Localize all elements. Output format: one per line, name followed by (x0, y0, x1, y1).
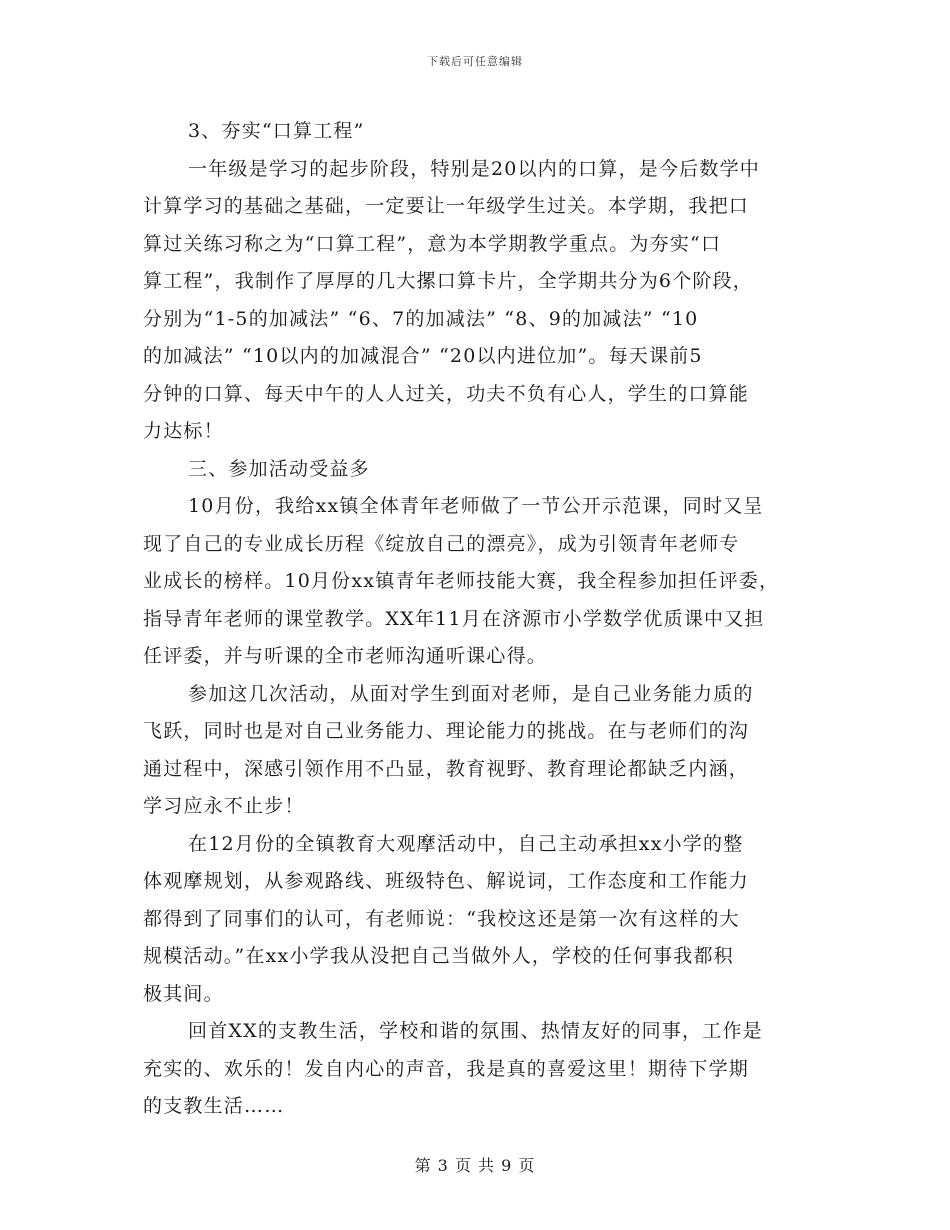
text-line: 现了自己的专业成长历程《绽放自己的漂亮》，成为引领青年老师专 (143, 532, 740, 555)
document-body (143, 113, 823, 1126)
text-line: 通过程中，深感引领作用不凸显，教育视野、教育理论都缺乏内涵， (143, 757, 750, 780)
text-line: 力达标！ (143, 420, 224, 442)
text-line: 分别为“1-5的加减法” “6、7的加减法” “8、9的加减法” “10 (143, 307, 699, 330)
text-line: 规模活动。”在xx小学我从没把自己当做外人，学校的任何事我都积 (143, 945, 734, 967)
text-line: 算工程”，我制作了厚厚的几大摞口算卡片，全学期共分为6个阶段， (143, 270, 754, 292)
page-number: 第 3 页 共 9 页 (414, 1156, 536, 1175)
text-line: 指导青年老师的课堂教学。XX年11月在济源市小学数学优质课中又担 (143, 607, 765, 630)
text-line: 的加减法” “10以内的加减混合” “20以内进位加”。每天课前5 (143, 345, 703, 367)
text-line: 回首XX的支教生活，学校和谐的氛围、热情友好的同事，工作是 (188, 1020, 763, 1042)
text-line: 10月份，我给xx镇全体青年老师做了一节公开示范课，同时又呈 (188, 495, 764, 517)
text-line: 业成长的榜样。10月份xx镇青年老师技能大赛，我全程参加担任评委， (143, 570, 780, 592)
text-line: 任评委，并与听课的全市老师沟通听课心得。 (143, 645, 548, 667)
text-line: 极其间。 (143, 982, 224, 1005)
text-line: 充实的、欢乐的！发自内心的声音，我是真的喜爱这里！期待下学期 (143, 1057, 750, 1080)
header-note: 下载后可任意编辑 (427, 55, 523, 68)
text-line: 体观摩规划，从参观路线、班级特色、解说词，工作态度和工作能力 (143, 870, 750, 892)
text-line: 飞跃，同时也是对自己业务能力、理论能力的挑战。在与老师们的沟 (143, 720, 750, 742)
text-line: 计算学习的基础之基础，一定要让一年级学生过关。本学期，我把口 (143, 195, 750, 217)
text-line: 都得到了同事们的认可，有老师说：“我校这还是第一次有这样的大 (143, 907, 740, 930)
text-line: 三、参加活动受益多 (188, 457, 370, 480)
text-line: 在12月份的全镇教育大观摩活动中，自己主动承担xx小学的整 (188, 832, 744, 855)
text-line: 的支教生活…… (143, 1095, 285, 1117)
text-line: 3、夯实“口算工程” (188, 120, 365, 142)
text-line: 参加这几次活动，从面对学生到面对老师，是自己业务能力质的 (188, 682, 754, 705)
text-line: 分钟的口算、每天中午的人人过关，功夫不负有心人，学生的口算能 (143, 382, 750, 405)
text-line: 一年级是学习的起步阶段，特别是20以内的口算，是今后数学中 (188, 157, 760, 180)
text-line: 算过关练习称之为“口算工程”，意为本学期教学重点。为夯实“口 (143, 232, 722, 255)
text-line: 学习应永不止步！ (143, 795, 305, 817)
